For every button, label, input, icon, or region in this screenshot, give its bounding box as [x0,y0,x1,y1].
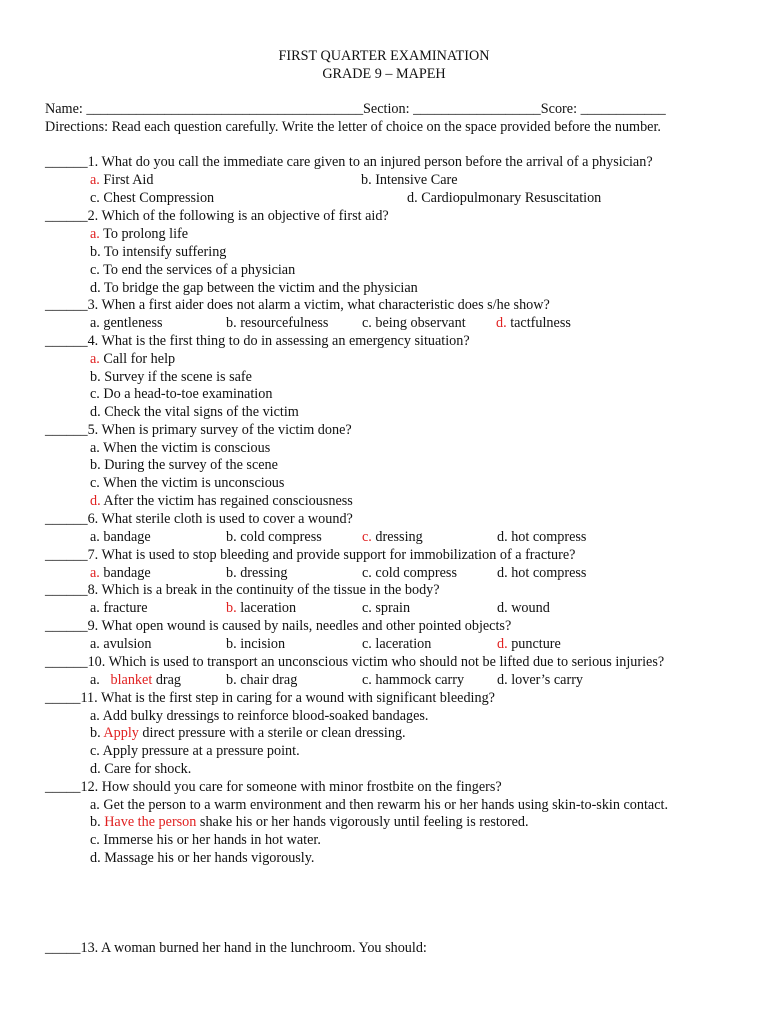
choice-text: direct pressure with a sterile or clean dressing. [138,725,406,741]
choice-5b [90,457,278,474]
choice-text: laceration [236,600,297,616]
choice-11d [90,761,191,778]
question-1 [45,154,653,171]
choice-text: After the victim has regained consciousness [100,493,353,509]
choice-letter: c. [362,672,372,688]
choice-7b [226,565,287,582]
score-label: Score: [540,101,578,117]
choice-10b [226,672,297,689]
choice-8b [226,600,296,617]
choice-text: resourcefulness [236,315,329,331]
choice-text: shake his or her hands vigorously until feeling is restored. [196,814,529,830]
choice-text: sprain [371,600,411,616]
choice-letter: d. [90,850,101,866]
choice-text: First Aid [99,172,154,188]
choice-1d [407,190,601,207]
question-text: 13. A woman burned her hand in the lunchroom. You should: [80,940,427,956]
exam-subtitle: GRADE 9 – MAPEH [322,66,446,82]
choice-letter: b. [226,672,237,688]
question-text: 11. What is the first step in caring for a wound with significant bleeding? [80,690,495,706]
answer-blank[interactable]: _____ [45,940,81,956]
choice-letter: b. [90,457,101,473]
choice-3a [90,315,163,332]
choice-2b [90,244,226,261]
choice-letter: c. [362,565,372,581]
choice-text: Care for shock. [100,761,192,777]
choice-letter: b. [226,529,237,545]
choice-7a [90,565,151,582]
choice-9a [90,636,151,653]
choice-letter: d. [407,190,418,206]
question-5 [45,422,352,439]
choice-text: hot compress [507,565,587,581]
question-text: 3. When a first aider does not alarm a victim, what characteristic does s/he show? [87,297,550,313]
choice-letter: d. [497,600,508,616]
name-label: Name: [45,101,83,117]
choice-text: dressing [236,565,288,581]
question-4 [45,333,470,350]
question-text: 2. Which of the following is an objective of first aid? [87,208,389,224]
choice-text: Call for help [99,351,176,367]
answer-blank[interactable]: ______ [45,547,88,563]
choice-letter: b. [226,315,237,331]
choice-text: To bridge the gap between the victim and the physician [100,280,418,296]
choice-text: chair drag [236,672,298,688]
exam-title: FIRST QUARTER EXAMINATION [278,48,490,64]
question-11 [45,690,495,707]
answer-blank[interactable]: ______ [45,154,88,170]
choice-text: During the survey of the scene [100,457,278,473]
choice-letter: c. [90,832,100,848]
question-text: 8. Which is a break in the continuity of the tissue in the body? [87,582,440,598]
question-text: 12. How should you care for someone with minor frostbite on the fingers? [80,779,502,795]
choice-12b [90,814,529,831]
choice-letter: b. [226,565,237,581]
question-6 [45,511,353,528]
choice-letter: a. [90,708,100,724]
name-field[interactable]: _______________________________________ [86,101,364,117]
choice-letter: c. [90,190,100,206]
choice-letter: a. [90,672,100,688]
choice-text: Cardiopulmonary Resuscitation [417,190,602,206]
choice-5c [90,475,284,492]
answer-blank[interactable]: _____ [45,779,81,795]
choice-text: bandage [99,529,151,545]
choice-4a [90,351,175,368]
choice-9c [362,636,431,653]
choice-text: cold compress [236,529,322,545]
choice-text: being observant [371,315,466,331]
choice-3d [496,315,571,332]
choice-2a [90,226,188,243]
choice-text: Apply pressure at a pressure point. [99,743,300,759]
choice-letter: c. [362,529,372,545]
choice-letter: a. [90,315,100,331]
choice-letter: c. [90,386,100,402]
question-12 [45,779,502,796]
choice-letter: a. [90,565,100,581]
choice-letter: d. [497,636,508,652]
choice-letter: b. [90,244,101,260]
answer-blank[interactable]: _____ [45,690,81,706]
choice-8c [362,600,410,617]
choice-text-highlight: Apply [103,725,139,741]
choice-12c [90,832,321,849]
choice-letter: a. [90,172,100,188]
choice-text: laceration [371,636,432,652]
choice-11b [90,725,406,742]
choice-4b [90,369,252,386]
question-8 [45,582,440,599]
choice-4c [90,386,272,403]
choice-letter: a. [90,600,100,616]
answer-blank[interactable]: ______ [45,297,88,313]
choice-6d [497,529,586,546]
choice-6a [90,529,151,546]
question-7 [45,547,575,564]
choice-1b [361,172,458,189]
choice-text: Do a head-to-toe examination [99,386,273,402]
choice-2c [90,262,295,279]
answer-blank[interactable]: ______ [45,582,88,598]
choice-letter: a. [90,797,100,813]
choice-letter: d. [496,315,507,331]
question-13 [45,940,427,957]
answer-blank[interactable]: ______ [45,208,88,224]
choice-text: When the victim is unconscious [99,475,285,491]
choice-text: To intensify suffering [100,244,227,260]
choice-6b [226,529,322,546]
choice-text: hammock carry [371,672,465,688]
choice-10d [497,672,583,689]
student-info-line [45,101,666,118]
score-field[interactable]: ____________ [580,101,666,117]
question-text: 1. What do you call the immediate care given to an injured person before the arrival of a physician? [87,154,653,170]
choice-letter: b. [90,814,101,830]
answer-blank[interactable]: ______ [45,618,88,634]
question-text: 10. Which is used to transport an unconscious victim who should not be lifted due to serious injuries? [87,654,665,670]
choice-text: wound [507,600,550,616]
choice-text: avulsion [99,636,152,652]
choice-letter: d. [497,565,508,581]
choice-text: Chest Compression [99,190,215,206]
choice-3b [226,315,328,332]
question-text: 7. What is used to stop bleeding and provide support for immobilization of a fracture? [87,547,576,563]
choice-9d [497,636,561,653]
choice-text: lover’s carry [507,672,584,688]
choice-letter: d. [497,672,508,688]
choice-11c [90,743,300,760]
choice-10c [362,672,464,689]
choice-5a [90,440,270,457]
choice-letter: a. [90,440,100,456]
question-text: 5. When is primary survey of the victim done? [87,422,352,438]
choice-letter: c. [362,315,372,331]
choice-letter: c. [90,743,100,759]
choice-letter: d. [90,280,101,296]
choice-letter: b. [361,172,372,188]
choice-text: Get the person to a warm environment and then rewarm his or her hands using skin-to-skin contact. [99,797,669,813]
choice-text-highlight: blanket [110,672,153,688]
choice-letter: d. [90,761,101,777]
choice-text: To end the services of a physician [99,262,296,278]
choice-text: Immerse his or her hands in hot water. [99,832,321,848]
choice-letter: b. [226,600,237,616]
question-text: 9. What open wound is caused by nails, needles and other pointed objects? [87,618,512,634]
choice-text: Intensive Care [371,172,458,188]
choice-letter: a. [90,636,100,652]
choice-text: drag [152,672,182,688]
section-label: Section: [363,101,410,117]
choice-4d [90,404,299,421]
choice-letter: b. [90,369,101,385]
choice-7d [497,565,586,582]
choice-text: cold compress [371,565,457,581]
choice-12d [90,850,314,867]
choice-letter: d. [497,529,508,545]
choice-text: puncture [507,636,561,652]
choice-text: gentleness [99,315,163,331]
choice-2d [90,280,418,297]
choice-text: When the victim is conscious [99,440,271,456]
choice-letter: c. [362,600,372,616]
choice-8a [90,600,148,617]
question-10 [45,654,664,671]
choice-letter: c. [90,475,100,491]
choice-5d [90,493,353,510]
question-3 [45,297,550,314]
choice-text: Survey if the scene is safe [100,369,252,385]
choice-1c [90,190,214,207]
choice-text: Check the vital signs of the victim [100,404,299,420]
choice-1a [90,172,153,189]
choice-letter: d. [90,493,101,509]
choice-text-highlight: Have the person [104,814,197,830]
question-9 [45,618,511,635]
choice-text: Massage his or her hands vigorously. [100,850,315,866]
choice-letter: c. [362,636,372,652]
choice-text: Add bulky dressings to reinforce blood-soaked bandages. [99,708,429,724]
choice-letter: c. [90,262,100,278]
choice-text: hot compress [507,529,587,545]
choice-12a [90,797,668,814]
answer-blank[interactable]: ______ [45,511,88,527]
answer-blank[interactable]: ______ [45,422,88,438]
question-text: 4. What is the first thing to do in assessing an emergency situation? [87,333,470,349]
choice-10a [90,672,181,689]
directions: Directions: Read each question carefully. Write the letter of choice on the space provided before the number. [45,119,661,135]
choice-11a [90,708,428,725]
choice-6c [362,529,423,546]
choice-text: fracture [99,600,148,616]
choice-letter: a. [90,226,100,242]
choice-text: To prolong life [99,226,189,242]
section-field[interactable]: __________________ [413,101,541,117]
choice-text: tactfulness [506,315,571,331]
choice-7c [362,565,457,582]
choice-letter: a. [90,529,100,545]
choice-letter: a. [90,351,100,367]
choice-text: incision [236,636,286,652]
choice-9b [226,636,285,653]
question-2 [45,208,389,225]
question-text: 6. What sterile cloth is used to cover a wound? [87,511,353,527]
answer-blank[interactable]: ______ [45,333,88,349]
choice-letter: b. [90,725,101,741]
choice-3c [362,315,466,332]
choice-8d [497,600,550,617]
choice-text: dressing [371,529,423,545]
choice-text: bandage [99,565,151,581]
choice-letter: b. [226,636,237,652]
choice-letter: d. [90,404,101,420]
answer-blank[interactable]: ______ [45,654,88,670]
